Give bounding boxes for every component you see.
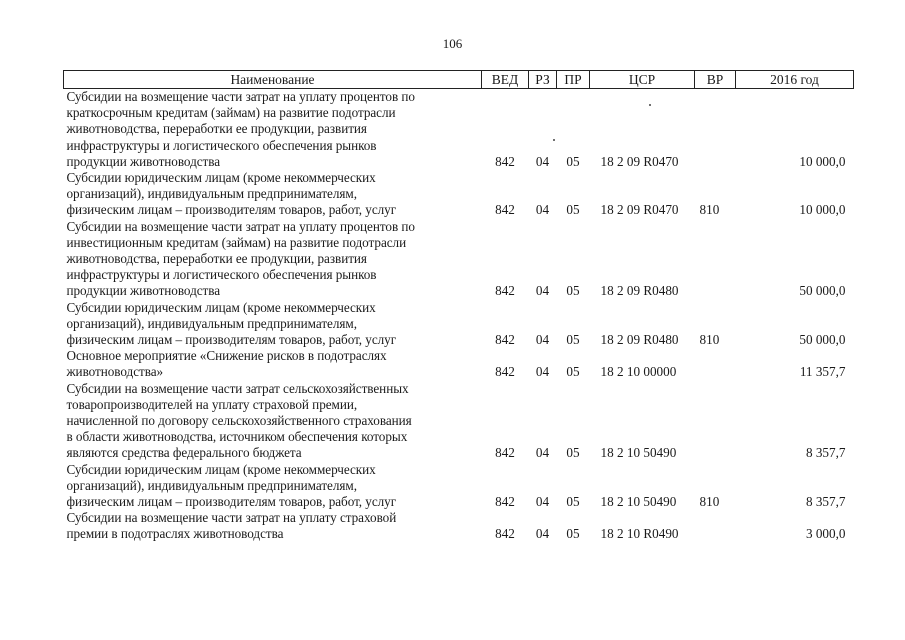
row-name-line: Субсидии юридическим лицам (кроме некоммерческих — [66, 461, 376, 477]
table-row — [64, 89, 854, 171]
table-row — [64, 219, 854, 300]
table-row — [64, 170, 854, 219]
row-name-line: Субсидии юридическим лицам (кроме некоммерческих — [66, 170, 376, 186]
row-rz: 04 — [535, 494, 550, 510]
row-amount: 50 000,0 — [799, 332, 846, 348]
header-vr: ВР — [695, 71, 736, 89]
row-name — [64, 219, 482, 300]
row-csr: 18 2 10 50490 — [600, 494, 677, 510]
row-name-line: инфраструктуры и логистического обеспечения рынков — [66, 267, 377, 283]
row-name — [64, 348, 482, 380]
header-pr: ПР — [557, 71, 590, 89]
row-amount: 8 357,7 — [805, 445, 846, 461]
row-name-line: в области животноводства, источником обеспечения которых — [66, 429, 408, 445]
table-body — [64, 89, 854, 543]
row-name-line: продукции животноводства — [66, 283, 221, 299]
row-rz: 04 — [535, 445, 550, 461]
row-name — [64, 89, 482, 171]
row-name-line: животноводства, переработки ее продукции, развития — [66, 121, 367, 137]
row-name-line: Субсидии на возмещение части затрат на уплату процентов по — [66, 89, 415, 104]
row-name-line: товаропроизводителей на уплату страховой премии, — [66, 396, 358, 412]
row-name — [64, 170, 482, 219]
row-ved: 842 — [495, 332, 515, 348]
row-name-line: животноводства» — [66, 364, 164, 380]
row-name-line: физическим лицам – производителям товаров, работ, услуг — [66, 202, 397, 218]
row-amount: 3 000,0 — [805, 526, 846, 542]
page-number: 106 — [442, 36, 463, 51]
row-rz: 04 — [535, 153, 550, 169]
row-ved: 842 — [495, 202, 515, 218]
row-rz: 04 — [535, 202, 550, 218]
table-row — [64, 510, 854, 542]
row-name-line: Основное мероприятие «Снижение рисков в подотраслях — [66, 348, 387, 364]
row-rz: 04 — [535, 526, 550, 542]
row-name-line: начисленной по договору сельскохозяйственного страхования — [66, 413, 412, 429]
row-rz: 04 — [535, 283, 550, 299]
budget-table — [63, 70, 854, 543]
table-row — [64, 381, 854, 462]
row-csr: 18 2 09 R0480 — [600, 332, 679, 348]
row-pr: 05 — [566, 494, 580, 510]
row-vr — [695, 381, 736, 462]
row-csr: 18 2 09 R0470 — [600, 202, 679, 218]
row-name-line: Субсидии на возмещение части затрат сельскохозяйственных — [66, 380, 409, 396]
row-name-line: продукции животноводства — [66, 153, 221, 169]
table-row — [64, 348, 854, 380]
table-header — [64, 71, 854, 89]
row-vr: 810 — [699, 332, 720, 348]
row-ved: 842 — [495, 283, 515, 299]
row-name — [64, 381, 482, 462]
row-rz: 04 — [535, 332, 550, 348]
header-rz: РЗ — [529, 71, 557, 89]
row-name-line: животноводства, переработки ее продукции, развития — [66, 251, 367, 267]
row-pr: 05 — [566, 202, 580, 218]
row-name-line: физическим лицам – производителям товаров, работ, услуг — [66, 332, 397, 348]
row-amount: 10 000,0 — [799, 202, 846, 218]
row-name-line: организаций), индивидуальным предпринимателям, — [66, 315, 357, 331]
row-csr: 18 2 09 R0480 — [600, 283, 679, 299]
row-pr: 05 — [566, 332, 580, 348]
row-ved: 842 — [495, 526, 515, 542]
row-pr: 05 — [566, 153, 580, 169]
header-csr: ЦСР — [590, 71, 695, 89]
row-name-line: инвестиционным кредитам (займам) на развитие подотрасли — [66, 234, 407, 250]
row-amount: 11 357,7 — [799, 364, 846, 380]
row-name-line: организаций), индивидуальным предпринимателям, — [66, 477, 357, 493]
row-pr: 05 — [566, 445, 580, 461]
row-vr — [695, 219, 736, 300]
row-ved: 842 — [495, 494, 515, 510]
row-name-line: Субсидии юридическим лицам (кроме некоммерческих — [66, 299, 376, 315]
row-amount: 10 000,0 — [799, 153, 846, 169]
row-vr: 810 — [699, 494, 720, 510]
row-name-line: организаций), индивидуальным предпринимателям, — [66, 186, 357, 202]
row-ved: 842 — [495, 153, 515, 169]
row-name-line: краткосрочным кредитам (займам) на развитие подотрасли — [66, 105, 396, 121]
row-vr — [695, 89, 736, 171]
row-amount: 8 357,7 — [805, 494, 846, 510]
row-name-line: Субсидии на возмещение части затрат на уплату процентов по — [66, 218, 415, 234]
table-row — [64, 300, 854, 349]
row-vr — [695, 510, 736, 542]
table-row — [64, 462, 854, 511]
row-csr: 18 2 10 R0490 — [600, 526, 679, 542]
row-csr: 18 2 09 R0470 — [600, 153, 679, 169]
row-name — [64, 510, 482, 542]
row-name-line: инфраструктуры и логистического обеспечения рынков — [66, 137, 377, 153]
header-ved: ВЕД — [482, 71, 529, 89]
row-ved: 842 — [495, 445, 515, 461]
row-ved: 842 — [495, 364, 515, 380]
row-pr: 05 — [566, 283, 580, 299]
header-name: Наименование — [64, 71, 482, 89]
row-vr: 810 — [699, 202, 720, 218]
row-name — [64, 462, 482, 511]
row-csr: 18 2 10 00000 — [600, 364, 677, 380]
row-name — [64, 300, 482, 349]
row-name-line: физическим лицам – производителям товаров, работ, услуг — [66, 494, 397, 510]
row-name-line: Субсидии на возмещение части затрат на уплату страховой — [66, 510, 397, 526]
row-pr: 05 — [566, 364, 580, 380]
row-name-line: являются средства федерального бюджета — [66, 445, 302, 461]
row-name-line: премии в подотраслях животноводства — [66, 526, 284, 542]
row-csr: 18 2 10 50490 — [600, 445, 677, 461]
row-rz: 04 — [535, 364, 550, 380]
header-year: 2016 год — [736, 71, 854, 89]
row-amount: 50 000,0 — [799, 283, 846, 299]
row-vr — [695, 348, 736, 380]
row-pr: 05 — [566, 526, 580, 542]
